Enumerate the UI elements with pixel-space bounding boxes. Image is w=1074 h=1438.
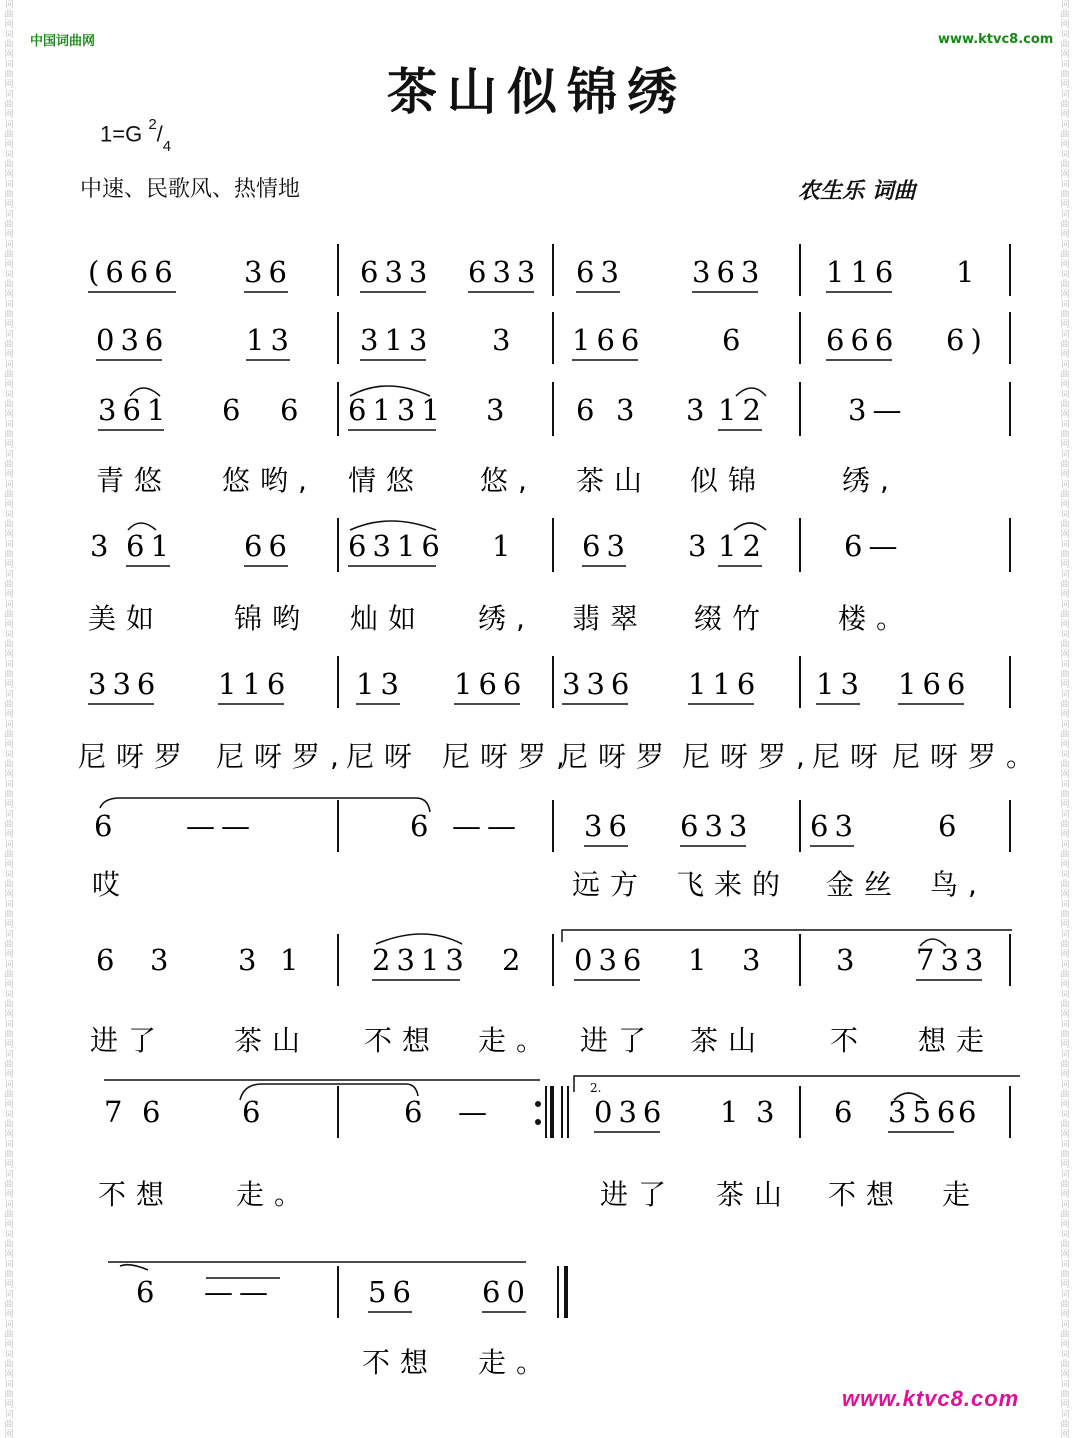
lyric-syllables: 茶山 — [576, 464, 653, 497]
note-group: 3 — [836, 943, 861, 977]
lyric-syllables: 不想 — [362, 1346, 439, 1379]
lyric-syllables: 缀竹 — [694, 602, 771, 635]
note-group: 1 — [956, 255, 981, 289]
note-group: 3 — [492, 323, 517, 357]
note-group: 7 — [104, 1095, 129, 1129]
author-credit: 农生乐 词曲 — [798, 179, 916, 204]
lyric-syllables: 楼。 — [838, 602, 915, 635]
lyric-syllables: 尼呀罗。 — [892, 740, 1045, 773]
note-group: 63 — [810, 809, 859, 843]
note-group: 6 — [280, 393, 305, 427]
lyric-syllables: 锦哟 — [234, 602, 311, 635]
note-group: 6 — [410, 809, 435, 843]
note-group: 6 — [136, 1275, 161, 1309]
lyric-syllables: 茶山 — [690, 1024, 767, 1057]
note-group: 166 — [898, 667, 972, 701]
lyric-syllables: 尼呀罗 — [560, 740, 675, 773]
site-name-left[interactable]: 中国词曲网 — [30, 34, 96, 49]
note-group: 3 — [150, 943, 175, 977]
lyric-syllables: 青悠 — [96, 464, 173, 497]
note-group: — — [458, 1095, 493, 1129]
repeat-sign — [536, 1086, 569, 1318]
note-group: 166 — [572, 323, 646, 357]
note-group: —— — [452, 809, 522, 843]
note-group: 61 — [126, 529, 175, 563]
note-group: 313 — [360, 323, 434, 357]
note-group: 666 — [826, 323, 900, 357]
lyric-syllables: 尼呀罗, — [216, 740, 349, 773]
lyric-syllables: 翡翠 — [572, 602, 649, 635]
note-group: 336 — [88, 667, 162, 701]
note-group: 633 — [680, 809, 754, 843]
note-group: (666 — [88, 255, 179, 289]
note-group: 6) — [946, 323, 988, 357]
note-group: 63 — [582, 529, 631, 563]
note-group: 60 — [482, 1275, 531, 1309]
note-group: 13 — [356, 667, 405, 701]
note-group: 1 — [280, 943, 305, 977]
note-group: 6 — [222, 393, 247, 427]
lyric-syllables: 远方 — [572, 868, 649, 901]
tempo-marking: 中速、民歌风、热情地 — [80, 177, 301, 202]
lyric-syllables: 悠, — [480, 464, 537, 497]
note-group: 733 — [916, 943, 990, 977]
song-title: 茶山似锦绣 — [387, 62, 687, 121]
note-group: 13 — [246, 323, 295, 357]
footer-logo[interactable]: www.ktvc8.com — [842, 1386, 1020, 1411]
note-group: 1 — [720, 1095, 745, 1129]
note-group: 3 — [486, 393, 511, 427]
note-group: 633 — [468, 255, 542, 289]
lyric-syllables: 不想 — [828, 1178, 905, 1211]
note-group: 13 — [816, 667, 865, 701]
note-group: 6— — [844, 529, 904, 563]
note-group: 2313 — [372, 943, 470, 977]
note-group: 36 — [584, 809, 633, 843]
note-group: 6 — [242, 1095, 267, 1129]
lyric-syllables: 尼呀 — [812, 740, 889, 773]
lyric-syllables: 不想 — [364, 1024, 441, 1057]
lyric-syllables: 哎 — [92, 868, 131, 901]
lyric-syllables: 鸟, — [930, 868, 987, 901]
lyric-syllables: 似锦 — [690, 464, 767, 497]
note-group: 3 — [90, 529, 115, 563]
note-group: 036 — [594, 1095, 668, 1129]
site-url-right[interactable]: www.ktvc8.com — [938, 32, 1054, 47]
note-group: 66 — [244, 529, 293, 563]
note-group: 6 — [722, 323, 747, 357]
note-group: 6 — [834, 1095, 859, 1129]
lyric-syllables: 悠哟, — [222, 464, 317, 497]
note-group: 036 — [574, 943, 648, 977]
note-group: 6 — [958, 1095, 983, 1129]
note-group: 036 — [96, 323, 170, 357]
note-group: 56 — [368, 1275, 417, 1309]
note-group: 6 — [142, 1095, 167, 1129]
lyric-syllables: 进了 — [90, 1024, 167, 1057]
note-group: 3 — [756, 1095, 781, 1129]
lyric-syllables: 绣, — [842, 464, 899, 497]
side-watermark-right: 词曲网 词曲网 词曲网 词曲网 词曲网 词曲网 词曲网 词曲网 词曲网 词曲网 词曲网 词曲网 词曲网 词曲网 词曲网 词曲网 词曲网 词曲网 词曲网 词曲网 词曲网 词曲网 词曲网 词曲网 词曲网 词曲网 词曲网 词曲网 词曲网 词曲网 词曲网 词曲网 词曲网 词曲网 词曲网 词曲网 词曲网 词曲网 词曲网 词曲网 词曲网 词曲网 词曲网 词曲网 词曲网 词曲网 词曲网 词曲网 — [1060, 0, 1070, 1438]
lyric-syllables: 走。 — [236, 1178, 313, 1211]
note-group: 1 — [688, 943, 713, 977]
volta-2-label: 2. — [590, 1081, 602, 1095]
note-group: —— — [204, 1275, 274, 1309]
lyric-syllables: 进了 — [580, 1024, 657, 1057]
note-group: 3— — [848, 393, 908, 427]
note-group: 116 — [218, 667, 292, 701]
note-group: 3 — [688, 529, 713, 563]
lyric-syllables: 灿如 — [350, 602, 427, 635]
key-tonic: 1=G — [100, 121, 143, 147]
note-group: 6 — [938, 809, 963, 843]
lyric-syllables: 尼呀罗, — [682, 740, 815, 773]
note-group: 6316 — [348, 529, 446, 563]
note-group: 6 — [94, 809, 119, 843]
note-group: 363 — [692, 255, 766, 289]
note-group: 633 — [360, 255, 434, 289]
lyric-syllables: 尼呀罗, — [442, 740, 575, 773]
lyric-syllables: 美如 — [88, 602, 165, 635]
lyric-syllables: 绣, — [478, 602, 535, 635]
key-signature: 1=G $^2/_4$ — [100, 116, 172, 155]
note-group: 36 — [244, 255, 293, 289]
side-watermark-left: 词曲网 词曲网 词曲网 词曲网 词曲网 词曲网 词曲网 词曲网 词曲网 词曲网 词曲网 词曲网 词曲网 词曲网 词曲网 词曲网 词曲网 词曲网 词曲网 词曲网 词曲网 词曲网 词曲网 词曲网 词曲网 词曲网 词曲网 词曲网 词曲网 词曲网 词曲网 词曲网 词曲网 词曲网 词曲网 词曲网 词曲网 词曲网 词曲网 词曲网 词曲网 词曲网 词曲网 词曲网 词曲网 词曲网 词曲网 词曲网 — [4, 0, 14, 1438]
note-group: 361 — [98, 393, 172, 427]
note-group: 6131 — [348, 393, 446, 427]
lyric-syllables: 情悠 — [348, 464, 425, 497]
note-group: 12 — [718, 393, 767, 427]
lyric-syllables: 进了 — [600, 1178, 677, 1211]
lyric-syllables: 飞来的 — [676, 868, 791, 901]
time-unit: 4 — [162, 137, 172, 155]
note-group: 63 — [576, 255, 625, 289]
lyric-syllables: 茶山 — [716, 1178, 793, 1211]
lyric-syllables: 走。 — [478, 1024, 555, 1057]
note-group: 3 — [742, 943, 767, 977]
lyric-syllables: 茶山 — [234, 1024, 311, 1057]
note-group: 336 — [562, 667, 636, 701]
lyric-syllables: 走 — [942, 1178, 981, 1211]
note-group: 2 — [502, 943, 527, 977]
note-group: 116 — [688, 667, 762, 701]
lyric-syllables: 不想 — [98, 1178, 175, 1211]
note-group: 3 — [686, 393, 711, 427]
note-group: 3 — [616, 393, 641, 427]
note-group: 1 — [492, 529, 517, 563]
note-group: 12 — [718, 529, 767, 563]
note-group: —— — [186, 809, 256, 843]
note-group: 356 — [888, 1095, 962, 1129]
note-group: 6 — [404, 1095, 429, 1129]
note-group: 116 — [826, 255, 900, 289]
lyric-syllables: 尼呀罗 — [78, 740, 193, 773]
lyric-syllables: 想走 — [918, 1024, 995, 1057]
note-group: 3 — [238, 943, 263, 977]
lyric-syllables: 尼呀 — [346, 740, 423, 773]
lyric-syllables: 不 — [830, 1024, 869, 1057]
lyric-syllables: 金丝 — [826, 868, 903, 901]
note-group: 6 — [96, 943, 121, 977]
time-beats: 2 — [148, 116, 157, 133]
note-group: 166 — [454, 667, 528, 701]
note-group: 6 — [576, 393, 601, 427]
lyric-syllables: 走。 — [478, 1346, 555, 1379]
